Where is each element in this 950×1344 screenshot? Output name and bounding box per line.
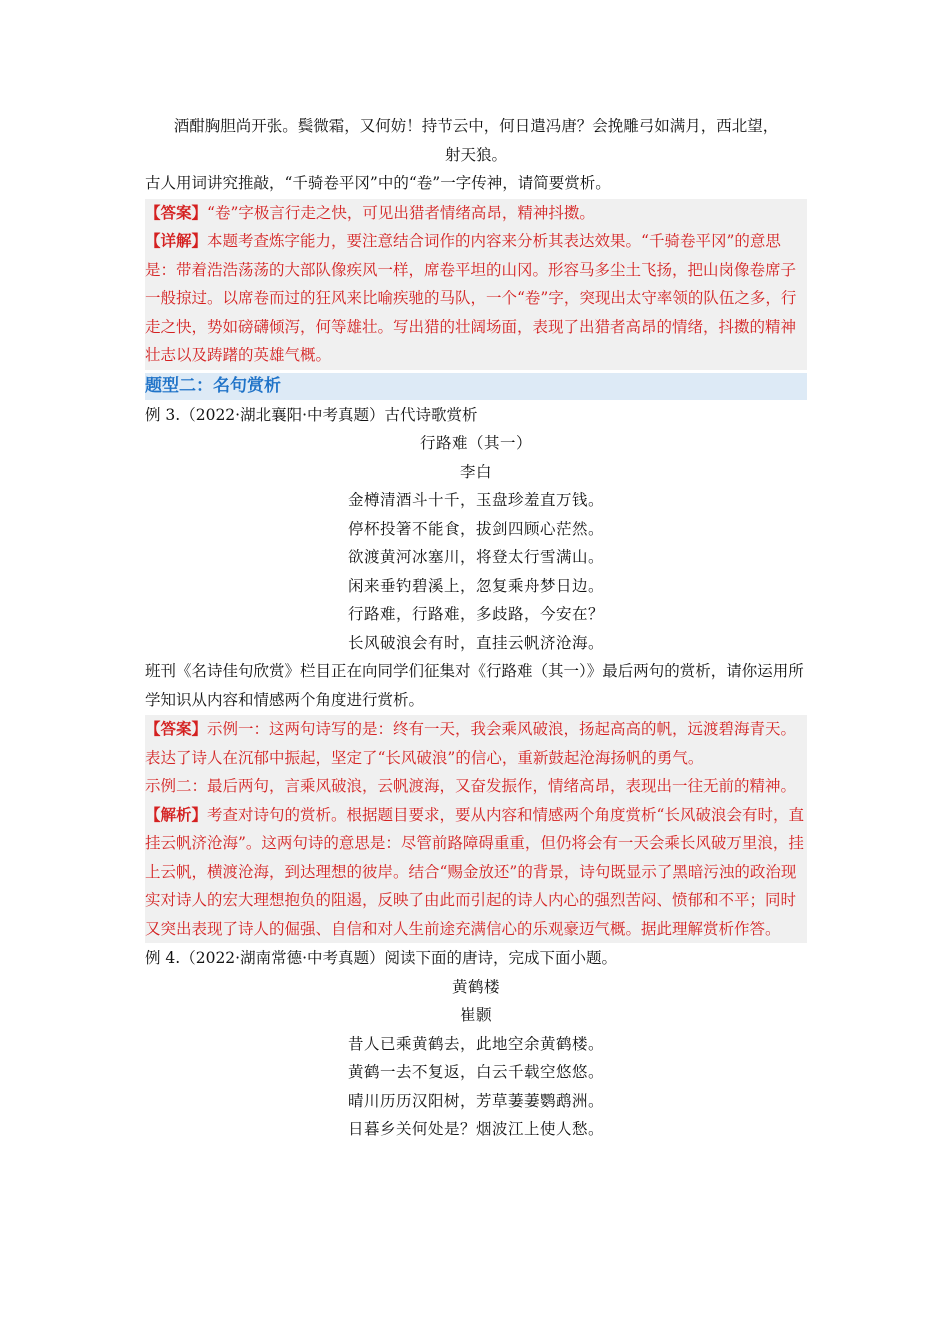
answer-block [145,715,807,943]
poem-line-top-1: 酒酣胸胆尚开张。鬓微霜，又何妨！持节云中，何日遣冯唐？会挽雕弓如满月，西北望， [173,117,779,135]
poem-line: 昔人已乘黄鹤去，此地空余黄鹤楼。 [347,1034,604,1053]
poem-line: 闲来垂钓碧溪上，忽复乘舟梦日边。 [347,576,604,595]
poem-author: 李白 [459,462,492,481]
section-heading: 题型二：名句赏析 [145,373,807,400]
poem-line: 晴川历历汉阳树，芳草萋萋鹦鹉洲。 [347,1091,604,1110]
detail-tag: 【详解】 [145,231,208,250]
poem-line: 欲渡黄河冰塞川，将登太行雪满山。 [347,548,604,566]
analysis-tag: 【解析】 [145,804,208,824]
answer-paragraph [145,715,807,772]
answer-text: “卷”字极言行走之快，可见出猎者情绪高昂，精神抖擞。 [207,203,595,222]
poem-line: 停杯投箸不能食，拔剑四顾心茫然。 [347,519,604,538]
analysis-paragraph [145,801,807,944]
poem-line: 日暮乡关何处是？烟波江上使人愁。 [347,1120,604,1138]
question-text: 班刊《名诗佳句欣赏》栏目正在向同学们征集对《行路难（其一）》最后两句的赏析，请你运用所学知识从内容和情感两个角度进行赏析。 [145,662,804,709]
poem-line: 长风破浪会有时，直挂云帆济沧海。 [347,633,604,652]
document-content [145,112,807,1144]
poem-line: 黄鹤一去不复返，白云千载空悠悠。 [347,1063,604,1081]
poem-title: 黄鹤楼 [451,977,500,996]
answer-paragraph-2: 示例二：最后两句，言乘风破浪，云帆渡海，又奋发振作，情绪高昂，表现出一往无前的精神。 [145,777,797,795]
poem-author: 崔颢 [459,1006,492,1024]
answer-tag: 【答案】 [145,719,208,738]
detail-text: 本题考查炼字能力，要注意结合词作的内容来分析其表达效果。“千骑卷平冈”的意思是：带着浩浩荡荡的大部队像疾风一样，席卷平坦的山冈。形容马多尘土飞扬，把山岗像卷席子一般掠过。以席卷而过的狂风来比喻疾驰的马队，一个“卷”字，突现出太守率领的队伍之多，行走之快，势如磅礴倾泻，何等雄壮。写出猎的壮阔场面，表现了出猎者高昂的情绪，抖擞的精神壮志以及踌躇的英雄气概。 [145,232,797,364]
answer-block [145,199,807,370]
detail-paragraph [145,227,807,370]
poem-title: 行路难（其一） [419,434,532,452]
answer-tag: 【答案】 [145,202,208,222]
example-3-intro: 例 3.（2022·湖北襄阳·中考真题）古代诗歌赏析 [145,405,478,424]
poem-line: 行路难，行路难，多歧路，今安在？ [347,605,604,623]
analysis-text: 考查对诗句的赏析。根据题目要求，要从内容和情感两个角度赏析“长风破浪会有时，直挂云帆济沧海”。这两句诗的意思是：尽管前路障碍重重，但仍将会有一天会乘长风破万里浪，挂上云帆，横渡沧海，到达理想的彼岸。结合“赐金放还”的背景，诗句既显示了黑暗污浊的政治现实对诗人的宏大理想抱负的阻遏，反映了由此而引起的诗人内心的强烈苦闷、愤郁和不平；同时又突出表现了诗人的倔强、自信和对人生前途充满信心的乐观豪迈气概。据此理解赏析作答。 [145,805,804,938]
question-text: 古人用词讲究推敲，“千骑卷平冈”中的“卷”一字传神，请简要赏析。 [145,174,611,192]
answer-paragraph [145,199,807,228]
poem-line: 金樽清酒斗十千，玉盘珍羞直万钱。 [347,491,604,509]
example-4-intro: 例 4.（2022·湖南常德·中考真题）阅读下面的唐诗，完成下面小题。 [145,949,618,967]
poem-line-top-2: 射天狼。 [444,145,507,164]
answer-text: 示例一：这两句诗写的是：终有一天，我会乘风破浪，扬起高高的帆，远渡碧海青天。表达了诗人在沉郁中振起，坚定了“长风破浪”的信心，重新鼓起沧海扬帆的勇气。 [145,720,797,767]
